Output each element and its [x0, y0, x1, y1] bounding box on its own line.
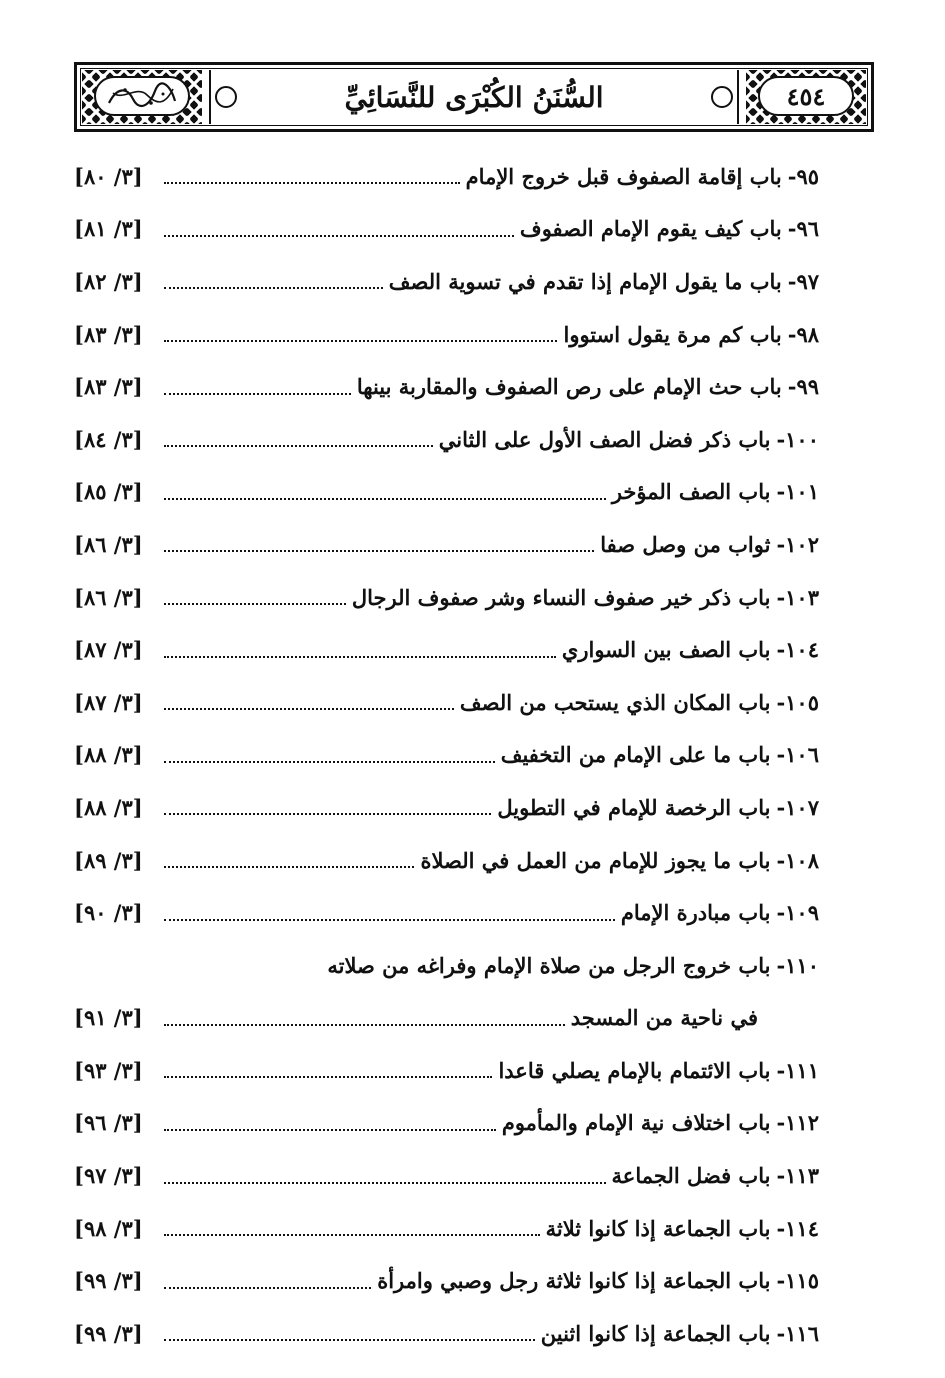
toc-entry	[74, 781, 819, 834]
toc-entry	[74, 676, 819, 729]
entry-title: باب ما على الإمام من التخفيف	[500, 742, 771, 768]
dot-leader	[164, 866, 414, 868]
entry-title: باب الائتمام بالإمام يصلي قاعدا	[498, 1057, 771, 1083]
entry-number: ١٠٤-	[776, 637, 819, 663]
toc-entry	[74, 255, 819, 308]
dot-leader	[164, 813, 491, 815]
entry-reference: [٣/ ٨٨]	[74, 794, 143, 820]
dot-leader	[164, 1076, 492, 1078]
dot-leader	[164, 182, 460, 184]
dot-leader	[164, 708, 454, 710]
entry-number: ١١٦-	[776, 1320, 819, 1346]
entry-reference: [٣/ ٨٩]	[74, 847, 143, 873]
toc-entry	[74, 834, 819, 887]
dot-leader	[164, 1339, 535, 1341]
page-number-cartouche	[758, 76, 854, 116]
dot-leader	[164, 287, 383, 289]
dot-leader	[164, 1182, 606, 1184]
toc-entry	[74, 1149, 819, 1202]
entry-title: باب خروج الرجل من صلاة الإمام وفراغه من صلاته	[327, 952, 771, 978]
toc-entry	[74, 886, 819, 939]
logo-cartouche	[94, 76, 190, 116]
toc-entry	[74, 1202, 819, 1255]
entry-title: في ناحية من المسجد	[570, 1005, 758, 1031]
entry-number: ٩٩-	[787, 374, 819, 400]
toc-entry	[74, 939, 819, 992]
toc-entry	[74, 466, 819, 519]
dot-leader	[164, 445, 433, 447]
entry-number: ٩٥-	[787, 163, 819, 189]
entry-number: ١٠٩-	[776, 900, 819, 926]
entry-reference: [٣/ ٨٣]	[74, 321, 143, 347]
entry-title: باب مبادرة الإمام	[620, 900, 771, 926]
entry-reference: [٣/ ٨٤]	[74, 426, 143, 452]
entry-number: ١٠٢-	[776, 531, 819, 557]
title-banner	[209, 70, 739, 124]
entry-title: باب ذكر خير صفوف النساء وشر صفوف الرجال	[351, 584, 771, 610]
entry-number: ١١٥-	[776, 1268, 819, 1294]
entry-title: باب الصف بين السواري	[561, 637, 771, 663]
entry-title: باب حث الإمام على رص الصفوف والمقاربة بينها	[356, 374, 782, 400]
entry-number: ١٠٦-	[776, 742, 819, 768]
entry-title: باب الجماعة إذا كانوا ثلاثة	[545, 1215, 771, 1241]
dot-leader	[164, 1129, 496, 1131]
entry-reference: [٣/ ٨٧]	[74, 637, 143, 663]
toc-entry	[74, 992, 819, 1045]
dot-leader	[164, 393, 351, 395]
entry-title: باب ما يقول الإمام إذا تقدم في تسوية الصف	[388, 268, 782, 294]
entry-number: ١١١-	[776, 1057, 819, 1083]
toc-entry	[74, 308, 819, 361]
entry-title: باب فضل الجماعة	[611, 1163, 771, 1189]
entry-number: ٩٦-	[787, 216, 819, 242]
table-of-contents	[74, 150, 819, 1360]
entry-number: ١١٤-	[776, 1215, 819, 1241]
entry-number: ١٠٠-	[776, 426, 819, 452]
entry-reference: [٣/ ٨١]	[74, 216, 143, 242]
toc-entry	[74, 571, 819, 624]
entry-reference: [٣/ ٨٦]	[74, 584, 143, 610]
entry-reference: [٣/ ٩٦]	[74, 1110, 143, 1136]
entry-reference: [٣/ ٨٨]	[74, 742, 143, 768]
dot-leader	[164, 1024, 565, 1026]
entry-reference: [٣/ ٩٨]	[74, 1215, 143, 1241]
page-number: ٤٥٤	[786, 81, 826, 111]
entry-title: باب إقامة الصفوف قبل خروج الإمام	[465, 163, 782, 189]
entry-reference: [٣/ ٨٢]	[74, 268, 143, 294]
entry-title: باب الجماعة إذا كانوا اثنين	[540, 1320, 771, 1346]
entry-title: باب ذكر فضل الصف الأول على الثاني	[438, 426, 771, 452]
entry-title: باب المكان الذي يستحب من الصف	[459, 689, 771, 715]
dot-leader	[164, 550, 594, 552]
dot-leader	[164, 340, 557, 342]
entry-reference: [٣/ ٨٣]	[74, 374, 143, 400]
calligraphy-emblem-icon	[103, 81, 181, 111]
entry-number: ١١٣-	[776, 1163, 819, 1189]
entry-reference: [٣/ ٩١]	[74, 1005, 143, 1031]
toc-entry	[74, 518, 819, 571]
entry-reference: [٣/ ٨٦]	[74, 531, 143, 557]
entry-title: باب الجماعة إذا كانوا ثلاثة رجل وصبي وامرأة	[377, 1268, 771, 1294]
entry-number: ١٠٨-	[776, 847, 819, 873]
page-header	[74, 62, 874, 132]
entry-title: ثواب من وصل صفا	[600, 531, 771, 557]
toc-entry	[74, 1097, 819, 1150]
entry-number: ١٠١-	[776, 479, 819, 505]
toc-entry	[74, 1044, 819, 1097]
toc-entry	[74, 360, 819, 413]
entry-title: باب الصف المؤخر	[611, 479, 771, 505]
dot-leader	[164, 498, 606, 500]
toc-entry	[74, 413, 819, 466]
toc-entry	[74, 1307, 819, 1360]
entry-number: ١١٢-	[776, 1110, 819, 1136]
entry-number: ١٠٣-	[776, 584, 819, 610]
entry-number: ١١٠-	[776, 952, 819, 978]
entry-title: باب ما يجوز للإمام من العمل في الصلاة	[420, 847, 771, 873]
toc-entry	[74, 623, 819, 676]
entry-reference: [٣/ ٩٩]	[74, 1268, 143, 1294]
entry-number: ٩٧-	[787, 268, 819, 294]
entry-number: ٩٨-	[787, 321, 819, 347]
entry-number: ١٠٥-	[776, 689, 819, 715]
dot-leader	[164, 1234, 540, 1236]
toc-entry	[74, 150, 819, 203]
dot-leader	[164, 235, 514, 237]
entry-title: باب كم مرة يقول استووا	[563, 321, 782, 347]
entry-title: باب اختلاف نية الإمام والمأموم	[501, 1110, 771, 1136]
dot-leader	[164, 1287, 371, 1289]
dot-leader	[164, 761, 495, 763]
entry-title: باب كيف يقوم الإمام الصفوف	[519, 216, 782, 242]
entry-reference: [٣/ ٨٠]	[74, 163, 143, 189]
entry-reference: [٣/ ٨٥]	[74, 479, 143, 505]
entry-reference: [٣/ ٩٧]	[74, 1163, 143, 1189]
dot-leader	[164, 603, 346, 605]
dot-leader	[164, 656, 556, 658]
toc-entry	[74, 1254, 819, 1307]
dot-leader	[164, 919, 615, 921]
toc-entry	[74, 729, 819, 782]
entry-number: ١٠٧-	[776, 794, 819, 820]
entry-title: باب الرخصة للإمام في التطويل	[497, 794, 771, 820]
entry-reference: [٣/ ٩٠]	[74, 900, 143, 926]
entry-reference: [٣/ ٨٧]	[74, 689, 143, 715]
entry-reference: [٣/ ٩٣]	[74, 1057, 143, 1083]
entry-reference: [٣/ ٩٩]	[74, 1320, 143, 1346]
book-title: السُّنَنُ الكُبْرَى للنَّسَائِيِّ	[344, 80, 604, 114]
toc-entry	[74, 203, 819, 256]
